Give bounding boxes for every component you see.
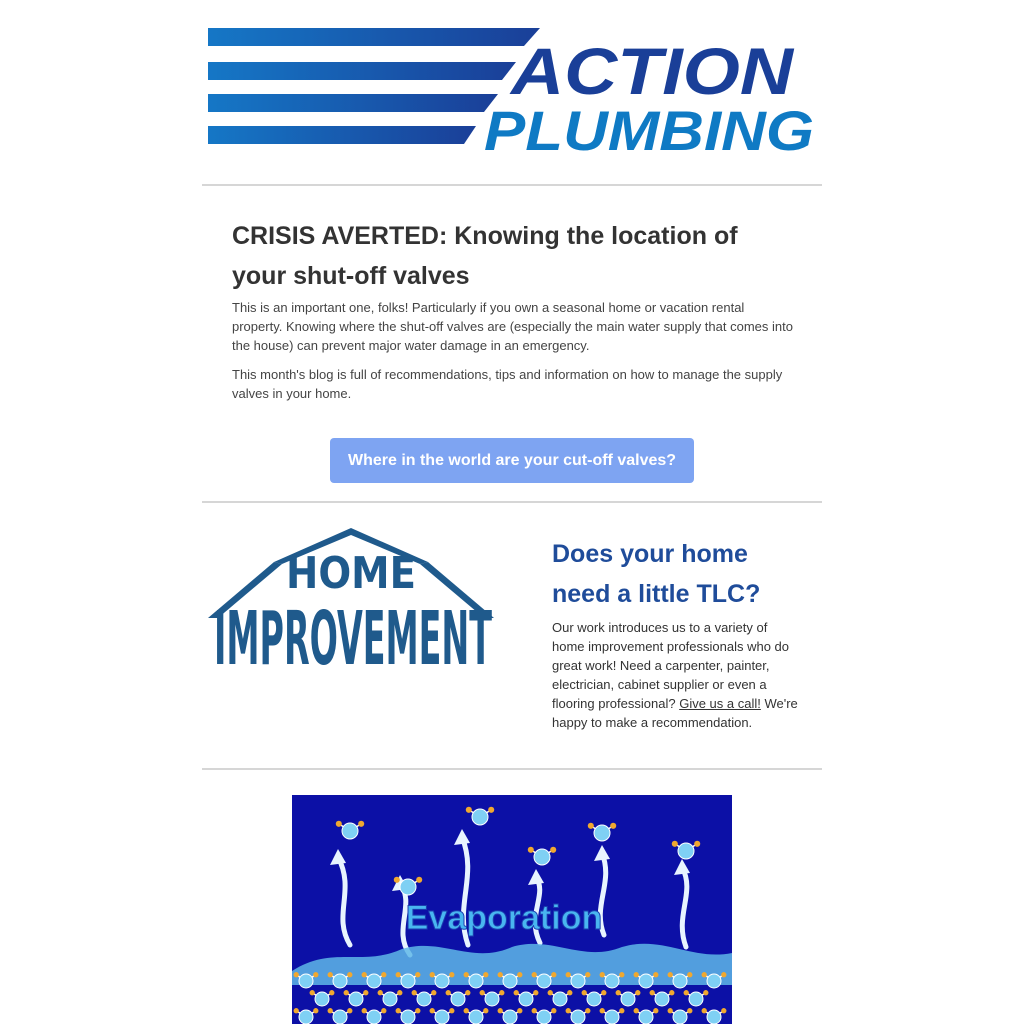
- evaporation-label: Evaporation: [405, 899, 603, 937]
- logo-stripe: [208, 94, 498, 112]
- logo-text-home: HOME: [286, 548, 416, 599]
- section-divider: [202, 768, 822, 770]
- give-us-a-call-link[interactable]: Give us a call!: [679, 696, 761, 711]
- article-paragraph: This month's blog is full of recommendations, tips and information on how to manage the supply valves in your home.: [232, 367, 783, 401]
- tlc-title: Does your home need a little TLC?: [552, 540, 761, 608]
- logo-stripe: [208, 126, 476, 144]
- article-title: CRISIS AVERTED: Knowing the location of your shut-off valves: [232, 222, 738, 290]
- tlc-body-text: We're happy to make a recommendation.: [552, 696, 798, 730]
- section-divider: [202, 184, 822, 186]
- logo-text-action: ACTION: [508, 34, 795, 108]
- logo-stripe: [208, 28, 540, 46]
- tlc-body: [552, 618, 802, 732]
- action-plumbing-logo: [206, 22, 818, 158]
- article-section: [232, 216, 797, 403]
- section-divider: [202, 501, 822, 503]
- evaporation-illustration: [292, 795, 732, 1024]
- logo-text-improvement: IMPROVEMENT: [214, 596, 493, 668]
- valves-cta-button[interactable]: Where in the world are your cut-off valves?: [330, 438, 694, 483]
- logo-text-plumbing: PLUMBING: [484, 99, 814, 158]
- newsletter-container: [202, 0, 822, 1024]
- logo-stripe: [208, 62, 516, 80]
- tlc-body-text: Our work introduces us to a variety of home improvement professionals who do great work! Need a carpenter, painter, electrician, cabinet supplier or even a flooring professional?: [552, 620, 790, 711]
- tlc-section: [552, 534, 802, 732]
- home-improvement-logo: [206, 526, 496, 668]
- article-paragraph: This is an important one, folks! Particularly if you own a seasonal home or vacation rental property. Knowing where the shut-off valves are (especially the main water supply that comes into the house) can prevent major water damage in an emergency.: [232, 300, 793, 353]
